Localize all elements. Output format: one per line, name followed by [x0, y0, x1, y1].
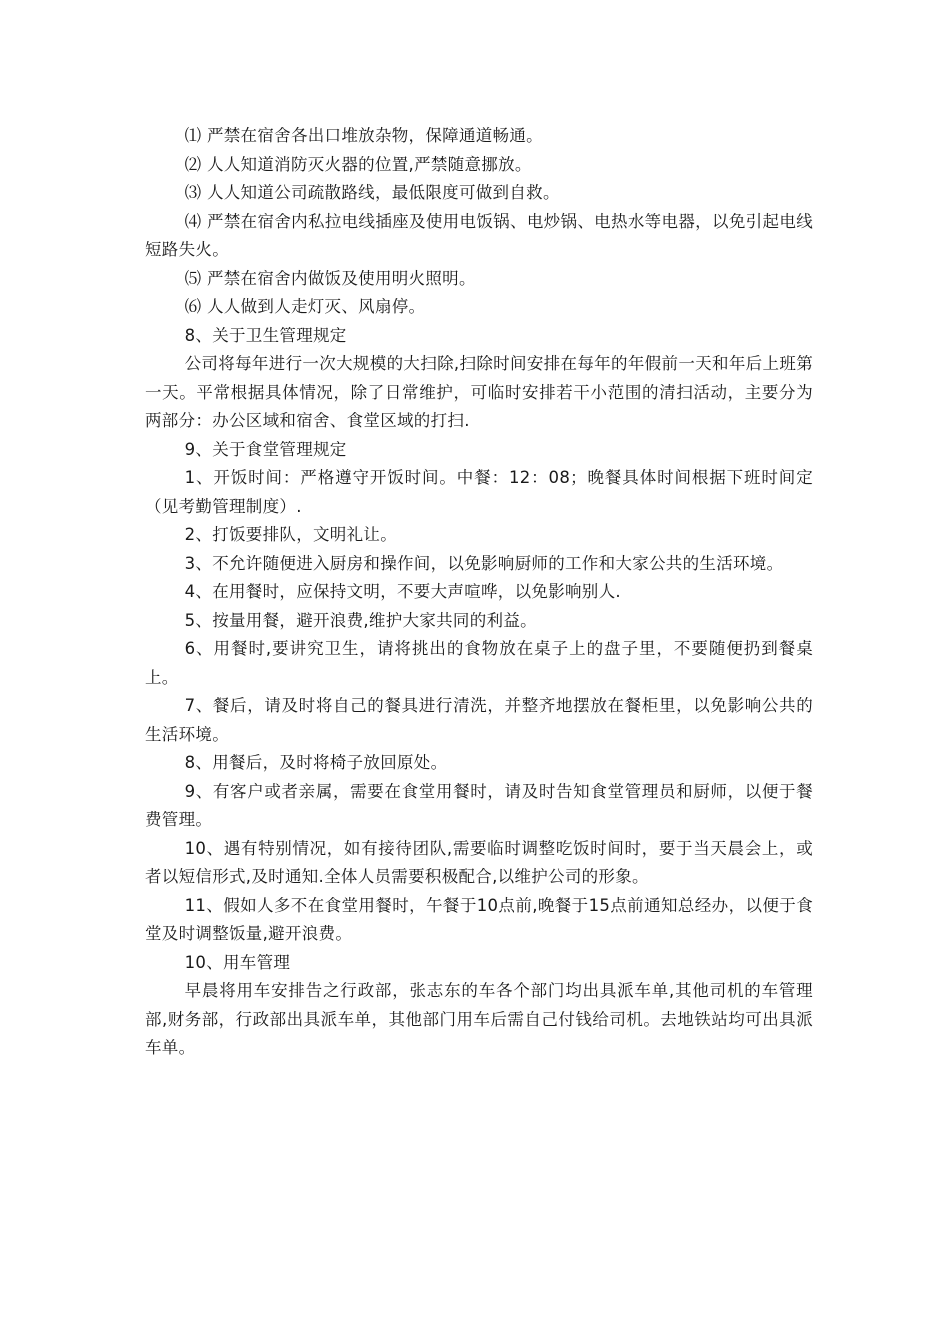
paragraph-canteen-1: 1、开饭时间：严格遵守开饭时间。中餐：12：08；晚餐具体时间根据下班时间定（见考勤管理制度）. [145, 468, 813, 516]
paragraph-fire-5: ⑸ 严禁在宿舍内做饭及使用明火照明。 [184, 268, 476, 288]
paragraph-canteen-3: 3、不允许随便进入厨房和操作间，以免影响厨师的工作和大家公共的生活环境。 [184, 553, 784, 573]
document-body [145, 122, 813, 1063]
paragraph-canteen-7: 7、餐后，请及时将自己的餐具进行清洗，并整齐地摆放在餐柜里，以免影响公共的生活环境。 [145, 696, 813, 744]
paragraph-canteen-8: 8、用餐后，及时将椅子放回原处。 [184, 753, 448, 772]
paragraph-fire-6: ⑹ 人人做到人走灯灭、风扇停。 [184, 297, 426, 316]
paragraph-canteen-4: 4、在用餐时，应保持文明，不要大声喧哗，以免影响别人. [184, 582, 621, 601]
paragraph-vehicle: 早晨将用车安排告之行政部，张志东的车各个部门均出具派车单,其他司机的车管理部,财务部，行政部出具派车单，其他部门用车后需自己付钱给司机。去地铁站均可出具派车单。 [145, 981, 813, 1057]
section-heading-vehicle: 10、用车管理 [184, 952, 291, 972]
paragraph-fire-2: ⑵ 人人知道消防灭火器的位置,严禁随意挪放。 [184, 154, 532, 174]
paragraph-canteen-6: 6、用餐时,要讲究卫生，请将挑出的食物放在桌子上的盘子里，不要随便扔到餐桌上。 [145, 639, 813, 687]
paragraph-canteen-9: 9、有客户或者亲属，需要在食堂用餐时，请及时告知食堂管理员和厨师，以便于餐费管理。 [145, 781, 813, 829]
paragraph-canteen-10: 10、遇有特别情况，如有接待团队,需要临时调整吃饭时间时，要于当天晨会上，或者以短信形式,及时通知.全体人员需要积极配合,以维护公司的形象。 [145, 838, 813, 886]
section-heading-canteen: 9、关于食堂管理规定 [184, 439, 347, 459]
paragraph-fire-1: ⑴ 严禁在宿舍各出口堆放杂物，保障通道畅通。 [184, 126, 543, 145]
paragraph-canteen-5: 5、按量用餐，避开浪费,维护大家共同的利益。 [184, 610, 537, 630]
paragraph-fire-4: ⑷ 严禁在宿舍内私拉电线插座及使用电饭锅、电炒锅、电热水等电器，以免引起电线短路失火。 [145, 211, 813, 259]
paragraph-canteen-2: 2、打饭要排队，文明礼让。 [184, 525, 397, 544]
paragraph-hygiene: 公司将每年进行一次大规模的大扫除,扫除时间安排在每年的年假前一天和年后上班第一天。平常根据具体情况，除了日常维护，可临时安排若干小范围的清扫活动，主要分为两部分：办公区域和宿舍、食堂区域的打扫. [145, 354, 813, 430]
section-heading-hygiene: 8、关于卫生管理规定 [184, 325, 347, 345]
paragraph-fire-3: ⑶ 人人知道公司疏散路线，最低限度可做到自救。 [184, 183, 560, 202]
paragraph-canteen-11: 11、假如人多不在食堂用餐时，午餐于10点前,晚餐于15点前通知总经办，以便于食堂及时调整饭量,避开浪费。 [145, 895, 813, 943]
